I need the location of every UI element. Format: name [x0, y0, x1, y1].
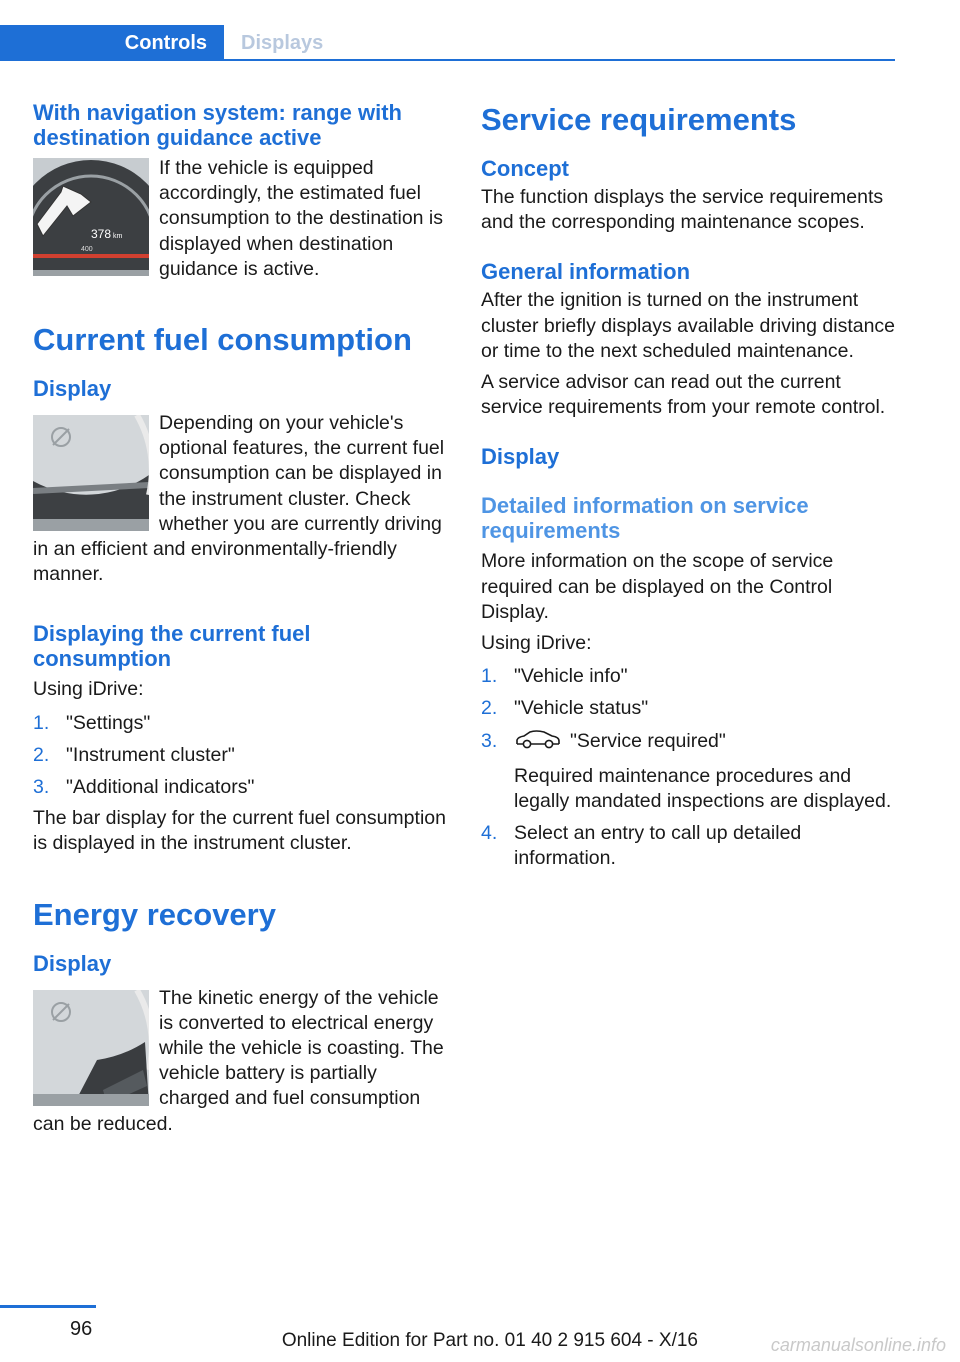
list-item	[481, 821, 897, 871]
tab-controls[interactable]: Controls	[0, 25, 224, 61]
range-readout: 378	[91, 227, 112, 241]
nav-range-text: If the vehicle is equipped accordingly, the estimated fuel consumption to the destination is displayed when destination guidance is active.	[159, 157, 444, 280]
list-item	[481, 696, 897, 721]
edition-text: Online Edition for Part no. 01 40 2 915 604 - X/16	[281, 1330, 698, 1351]
step-text: Select an entry to call up detailed information.	[514, 822, 802, 870]
section-tab-bar	[0, 25, 895, 61]
list-item	[481, 729, 897, 815]
left-column	[33, 100, 448, 1137]
step-number: 4.	[481, 822, 498, 845]
showing-heading: Displaying the current fuel consumption	[33, 621, 311, 672]
step-text: "Service required"	[570, 729, 726, 752]
concept-text: The function displays the service requirements and the corresponding maintenance scopes.	[481, 186, 884, 234]
energy-display-heading: Display	[33, 950, 112, 976]
detailed-text: More information on the scope of service required can be displayed on the Control Display.	[481, 550, 834, 623]
tab-displays[interactable]: Displays	[241, 32, 324, 54]
energy-text: The kinetic energy of the vehicle is converted to electrical energy while the vehicle is coasting. The vehicle battery is partially charged and fuel consumption can be reduced.	[33, 986, 444, 1135]
fuel-gauge-image	[33, 415, 149, 531]
energy-gauge-image	[33, 990, 149, 1106]
list-item	[33, 743, 448, 768]
page-number-rule	[0, 1305, 96, 1308]
showing-after-text: The bar display for the current fuel consumption is displayed in the instrument cluster.	[33, 807, 446, 855]
step-number: 3.	[33, 776, 50, 799]
step-number: 2.	[33, 743, 50, 766]
car-icon	[514, 730, 562, 757]
step-sub-text: Required maintenance procedures and legally mandated inspections are displayed.	[514, 764, 892, 813]
step-number: 1.	[481, 665, 498, 688]
step-text: "Vehicle info"	[514, 665, 628, 688]
detailed-heading: Detailed information on service requirements	[481, 493, 809, 544]
tab-underline	[224, 59, 895, 61]
gauge-tick-400: 400	[81, 246, 93, 253]
showing-step-list	[33, 711, 448, 801]
range-gauge-image	[33, 158, 149, 276]
step-number: 3.	[481, 729, 498, 752]
list-item	[33, 775, 448, 800]
step-number: 1.	[33, 711, 50, 734]
range-unit: km	[113, 233, 123, 240]
general-text-1: After the ignition is turned on the instrument cluster briefly displays available driving distance or time to the next scheduled maintenance.	[481, 289, 896, 362]
display-heading: Display	[481, 444, 560, 470]
service-heading: Service requirements	[481, 102, 797, 137]
list-item	[481, 664, 897, 689]
service-step-list	[481, 664, 897, 871]
step-text: "Additional indicators"	[66, 776, 255, 799]
page-number: 96	[70, 1318, 93, 1340]
fuel-heading: Current fuel consumption	[33, 322, 412, 358]
nav-range-heading: With navigation system: range with destination guidance active	[33, 100, 402, 150]
watermark: carmanualsonline.info	[770, 1335, 946, 1355]
right-column	[481, 100, 897, 879]
general-text-2: A service advisor can read out the current service requirements from your remote control.	[481, 371, 886, 419]
concept-heading: Concept	[481, 156, 569, 181]
step-text: "Instrument cluster"	[66, 743, 235, 766]
showing-intro: Using iDrive:	[33, 678, 144, 701]
energy-heading: Energy recovery	[33, 896, 276, 932]
step-text: "Settings"	[66, 711, 151, 734]
step-number: 2.	[481, 697, 498, 720]
fuel-display-text: Depending on your vehicle's optional features, the current fuel consumption can be displayed in the instrument cluster. Check whether you are currently driving in an efficient and environmentally-friendly manner.	[33, 412, 445, 586]
detailed-intro: Using iDrive:	[481, 632, 592, 655]
step-text: "Vehicle status"	[514, 697, 649, 720]
general-heading: General information	[481, 259, 691, 285]
fuel-display-heading: Display	[33, 376, 112, 402]
list-item	[33, 711, 448, 736]
